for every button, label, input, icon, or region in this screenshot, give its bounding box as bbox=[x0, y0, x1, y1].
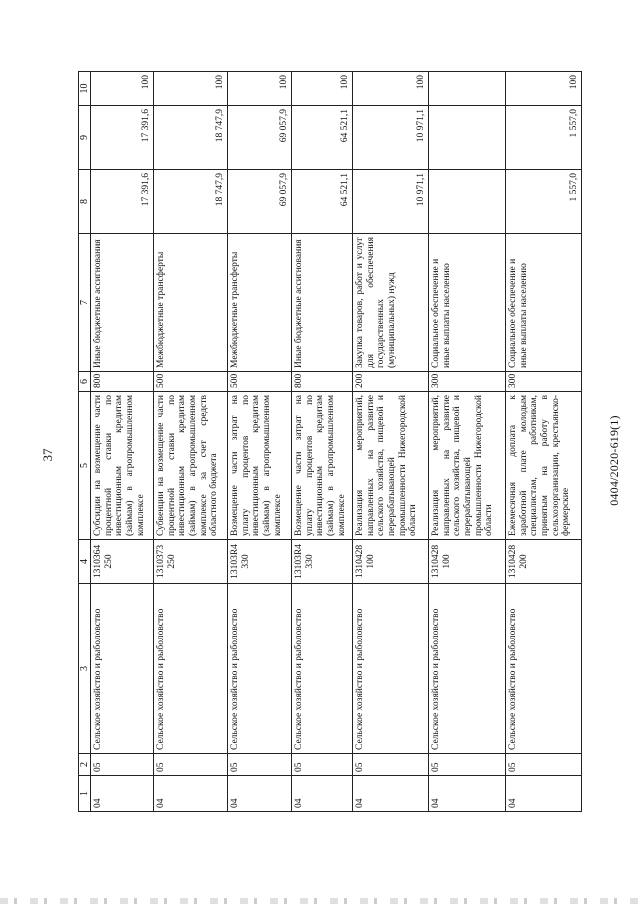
cell-subsection: 05 bbox=[228, 754, 292, 776]
cell-expense-name: Закупка товаров, работ и услуг для обеспечения государственных (муниципальных) нужд bbox=[353, 234, 429, 372]
table-row bbox=[353, 72, 429, 812]
cell-expense-name: Социальное обеспечение и иные выплаты населению bbox=[429, 234, 506, 372]
cell-planned: 69 057,9 bbox=[228, 170, 292, 234]
cell-section: 04 bbox=[91, 776, 154, 812]
cell-target-code: 13103R4 330 bbox=[292, 540, 353, 584]
cell-expense-name: Социальное обеспечение и иные выплаты населению bbox=[506, 234, 582, 372]
header-cell: 10 bbox=[79, 72, 91, 106]
cell-expense-name: Межбюджетные трансферты bbox=[228, 234, 292, 372]
cell-percent: 100 bbox=[91, 72, 154, 106]
cell-target-name: Возмещение части затрат на уплату процентов по инвестиционным кредитам (займам) в агропромышленном комплексе bbox=[228, 392, 292, 540]
cell-target-code: 1310428 100 bbox=[429, 540, 506, 584]
cell-section: 04 bbox=[506, 776, 582, 812]
cell-section-name: Сельское хозяйство и рыболовство bbox=[292, 584, 353, 754]
cell-section: 04 bbox=[292, 776, 353, 812]
cell-expense-type: 500 bbox=[154, 372, 228, 392]
cell-target-code: 1310428 100 bbox=[353, 540, 429, 584]
cell-target-name: Субвенции на возмещение части процентной ставки по инвестиционным кредитам (займам) в агропромышленном комплексе за счет средств областного бюджета bbox=[154, 392, 228, 540]
cell-section-name: Сельское хозяйство и рыболовство bbox=[506, 584, 582, 754]
cell-subsection: 05 bbox=[154, 754, 228, 776]
cell-planned: 64 521,1 bbox=[292, 170, 353, 234]
cell-percent bbox=[429, 72, 506, 106]
cell-section-name: Сельское хозяйство и рыболовство bbox=[228, 584, 292, 754]
table-row bbox=[91, 72, 154, 812]
cell-section-name: Сельское хозяйство и рыболовство bbox=[91, 584, 154, 754]
table-row bbox=[506, 72, 582, 812]
cell-expense-name: Межбюджетные трансферты bbox=[154, 234, 228, 372]
table-row bbox=[154, 72, 228, 812]
cell-section-name: Сельское хозяйство и рыболовство bbox=[154, 584, 228, 754]
table-row bbox=[228, 72, 292, 812]
header-cell: 5 bbox=[79, 392, 91, 540]
cell-planned bbox=[429, 170, 506, 234]
cell-subsection: 05 bbox=[91, 754, 154, 776]
header-cell: 6 bbox=[79, 372, 91, 392]
cell-executed bbox=[429, 106, 506, 170]
cell-section: 04 bbox=[154, 776, 228, 812]
cell-target-name: Реализация мероприятий, направленных на развитие сельского хозяйства, пищевой и перерабатывающей промышленности Нижегородской области bbox=[429, 392, 506, 540]
cell-percent: 100 bbox=[292, 72, 353, 106]
cell-subsection: 05 bbox=[506, 754, 582, 776]
cell-section-name: Сельское хозяйство и рыболовство bbox=[353, 584, 429, 754]
cell-subsection: 05 bbox=[429, 754, 506, 776]
cell-expense-type: 300 bbox=[429, 372, 506, 392]
document-code-text: 0404/2020-619(1) bbox=[606, 414, 621, 506]
cell-target-code: 1310373 250 bbox=[154, 540, 228, 584]
header-cell: 8 bbox=[79, 170, 91, 234]
cell-section-name: Сельское хозяйство и рыболовство bbox=[429, 584, 506, 754]
cell-section: 04 bbox=[353, 776, 429, 812]
cell-planned: 1 557,0 bbox=[506, 170, 582, 234]
cell-percent: 100 bbox=[154, 72, 228, 106]
cell-planned: 17 391,6 bbox=[91, 170, 154, 234]
document-code bbox=[604, 170, 624, 750]
header-cell: 3 bbox=[79, 584, 91, 754]
cell-expense-type: 300 bbox=[506, 372, 582, 392]
cell-executed: 17 391,6 bbox=[91, 106, 154, 170]
cell-percent: 100 bbox=[228, 72, 292, 106]
cell-target-code: 1310428 200 bbox=[506, 540, 582, 584]
cell-target-code: 1310364 250 bbox=[91, 540, 154, 584]
cell-expense-name: Иные бюджетные ассигнования bbox=[91, 234, 154, 372]
table-row bbox=[429, 72, 506, 812]
cell-executed: 64 521,1 bbox=[292, 106, 353, 170]
cell-executed: 10 971,1 bbox=[353, 106, 429, 170]
cell-expense-type: 200 bbox=[353, 372, 429, 392]
cell-executed: 69 057,9 bbox=[228, 106, 292, 170]
cell-expense-name: Иные бюджетные ассигнования bbox=[292, 234, 353, 372]
header-row bbox=[79, 72, 91, 812]
table-row bbox=[292, 72, 353, 812]
cell-target-name: Ежемесячная доплата к заработной плате молодым специалистам, работникам, принятым на работу в сельхозорганизации, крестьянско-фермерские bbox=[506, 392, 582, 540]
cell-section: 04 bbox=[429, 776, 506, 812]
header-cell: 2 bbox=[79, 754, 91, 776]
page-number: 37 bbox=[40, 448, 55, 462]
cell-percent: 100 bbox=[353, 72, 429, 106]
header-cell: 1 bbox=[79, 776, 91, 812]
header-cell: 4 bbox=[79, 540, 91, 584]
budget-table-container bbox=[78, 72, 579, 812]
cell-expense-type: 800 bbox=[292, 372, 353, 392]
cell-planned: 18 747,9 bbox=[154, 170, 228, 234]
cell-subsection: 05 bbox=[292, 754, 353, 776]
cell-target-name: Реализация мероприятий, направленных на развитие сельского хозяйства, пищевой и перерабатывающей промышленности Нижегородской области bbox=[353, 392, 429, 540]
budget-table bbox=[78, 71, 582, 812]
cell-executed: 18 747,9 bbox=[154, 106, 228, 170]
cell-target-name: Возмещение части затрат на уплату процентов по инвестиционным кредитам (займам) в агропромышленном комплексе bbox=[292, 392, 353, 540]
cell-expense-type: 800 bbox=[91, 372, 154, 392]
scan-edge-noise bbox=[0, 898, 640, 904]
cell-executed: 1 557,0 bbox=[506, 106, 582, 170]
cell-target-code: 13103R4 330 bbox=[228, 540, 292, 584]
header-cell: 7 bbox=[79, 234, 91, 372]
cell-section: 04 bbox=[228, 776, 292, 812]
cell-expense-type: 500 bbox=[228, 372, 292, 392]
cell-planned: 10 971,1 bbox=[353, 170, 429, 234]
cell-percent: 100 bbox=[506, 72, 582, 106]
cell-target-name: Субсидии на возмещение части процентной ставки по инвестиционным кредитам (займам) в агропромышленном комплексе bbox=[91, 392, 154, 540]
cell-subsection: 05 bbox=[353, 754, 429, 776]
header-cell: 9 bbox=[79, 106, 91, 170]
